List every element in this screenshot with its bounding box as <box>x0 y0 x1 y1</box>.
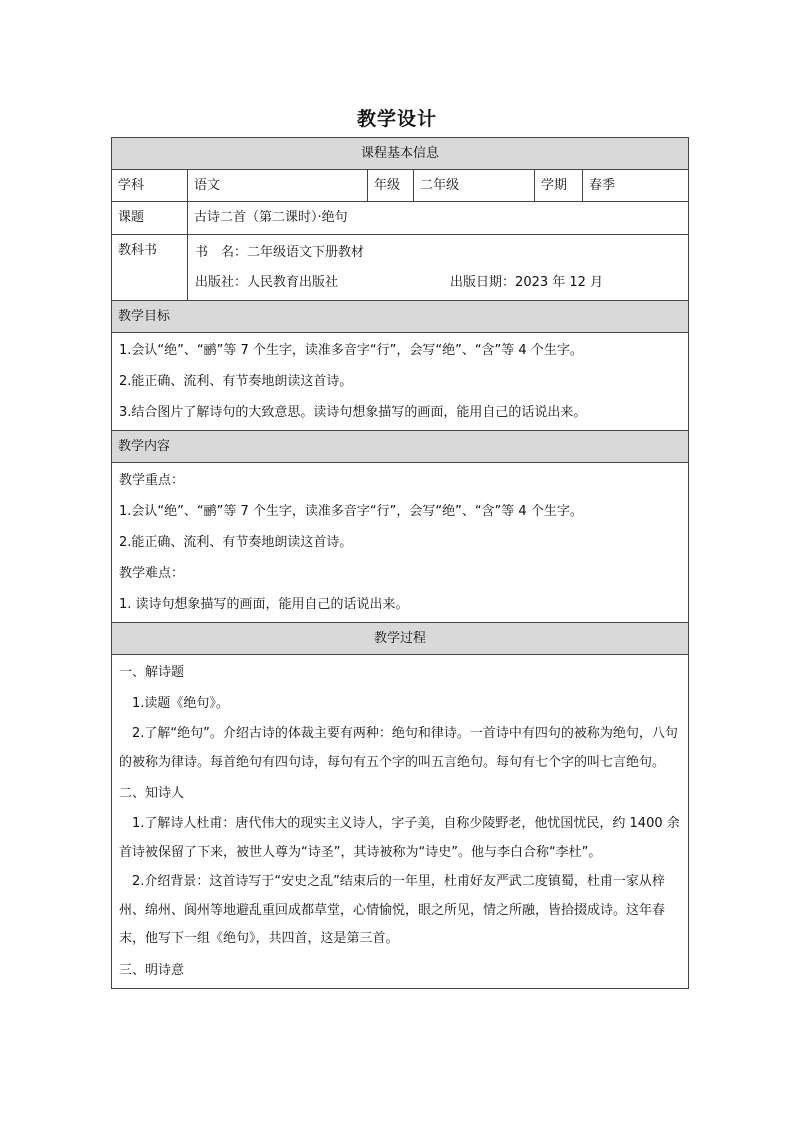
term-value: 春季 <box>583 170 689 202</box>
grade-value: 二年级 <box>414 170 535 202</box>
goal-item: 3.结合图片了解诗句的大致意思。读诗句想象描写的画面，能用自己的话说出来。 <box>119 405 587 420</box>
key-points-label: 教学重点： <box>119 473 185 488</box>
goal-item: 1.会认“绝”、“鹂”等 7 个生字，读准多音字“行”，会写“绝”、“含”等 4 个生字。 <box>119 343 583 358</box>
textbook-label: 教科书 <box>112 235 188 301</box>
term-label: 学期 <box>535 170 583 202</box>
content-header-row <box>112 431 689 463</box>
topic-value: 古诗二首（第二课时）·绝句 <box>188 202 689 235</box>
key-point-item: 2.能正确、流利、有节奏地朗读这首诗。 <box>119 535 353 550</box>
topic-row <box>112 202 689 235</box>
section-heading: 三、明诗意 <box>119 962 185 978</box>
textbook-row <box>112 235 689 301</box>
basic-info-header-row <box>112 138 689 170</box>
section-heading: 二、知诗人 <box>119 786 185 801</box>
content-body <box>112 463 689 623</box>
publisher: 出版社：人民教育出版社 <box>195 275 339 290</box>
difficulty-item: 1. 读诗句想象描写的画面，能用自己的话说出来。 <box>119 597 409 612</box>
process-paragraph: 2.了解“绝句”。介绍古诗的体裁主要有两种：绝句和律诗。一首诗中有四句的被称为绝句，八句的被称为律诗。每首绝句有四句诗，每句有五个字的叫五言绝句。每句有七个字的叫七言绝句。 <box>119 726 678 770</box>
basic-info-header: 课程基本信息 <box>112 138 689 170</box>
process-paragraph: 2.介绍背景：这首诗写于“安史之乱”结束后的一年里，杜甫好友严武二度镇蜀，杜甫一家从梓州、绵州、阆州等地避乱重回成都草堂，心情愉悦，眼之所见，情之所融，皆拾掇成诗。这年春末，他写下一组《绝句》，共四首，这是第三首。 <box>119 874 666 946</box>
process-header-row <box>112 623 689 655</box>
goals-body <box>112 333 689 431</box>
publish-date: 出版日期：2023 年 12 月 <box>450 275 604 290</box>
subject-value: 语文 <box>188 170 368 202</box>
book-name: 书 名：二年级语文下册教材 <box>195 245 365 260</box>
content-row <box>112 463 689 623</box>
publisher-line <box>195 268 681 298</box>
subject-label: 学科 <box>112 170 188 202</box>
goal-item: 2.能正确、流利、有节奏地朗读这首诗。 <box>119 374 353 389</box>
lesson-plan-table <box>111 137 689 989</box>
goals-header-row <box>112 301 689 333</box>
section-heading: 一、解诗题 <box>119 665 185 680</box>
process-row <box>112 655 689 989</box>
process-paragraph: 1.了解诗人杜甫：唐代伟大的现实主义诗人，字子美，自称少陵野老，他忧国忧民，约 1400 余首诗被保留了下来，被世人尊为“诗圣”，其诗被称为“诗史”。他与李白合称“李杜”。 <box>119 816 680 860</box>
grade-label: 年级 <box>368 170 414 202</box>
textbook-info <box>188 235 689 301</box>
goals-row <box>112 333 689 431</box>
process-header: 教学过程 <box>112 623 689 655</box>
process-body <box>112 655 689 989</box>
topic-label: 课题 <box>112 202 188 235</box>
key-point-item: 1.会认“绝”、“鹂”等 7 个生字，读准多音字“行”，会写“绝”、“含”等 4 个生字。 <box>119 504 583 519</box>
page-title: 教学设计 <box>356 108 437 130</box>
goals-header: 教学目标 <box>112 301 689 333</box>
difficulty-label: 教学难点： <box>119 566 185 581</box>
process-paragraph: 1.读题《绝句》。 <box>132 696 229 711</box>
subject-row <box>112 170 689 202</box>
content-header: 教学内容 <box>112 431 689 463</box>
